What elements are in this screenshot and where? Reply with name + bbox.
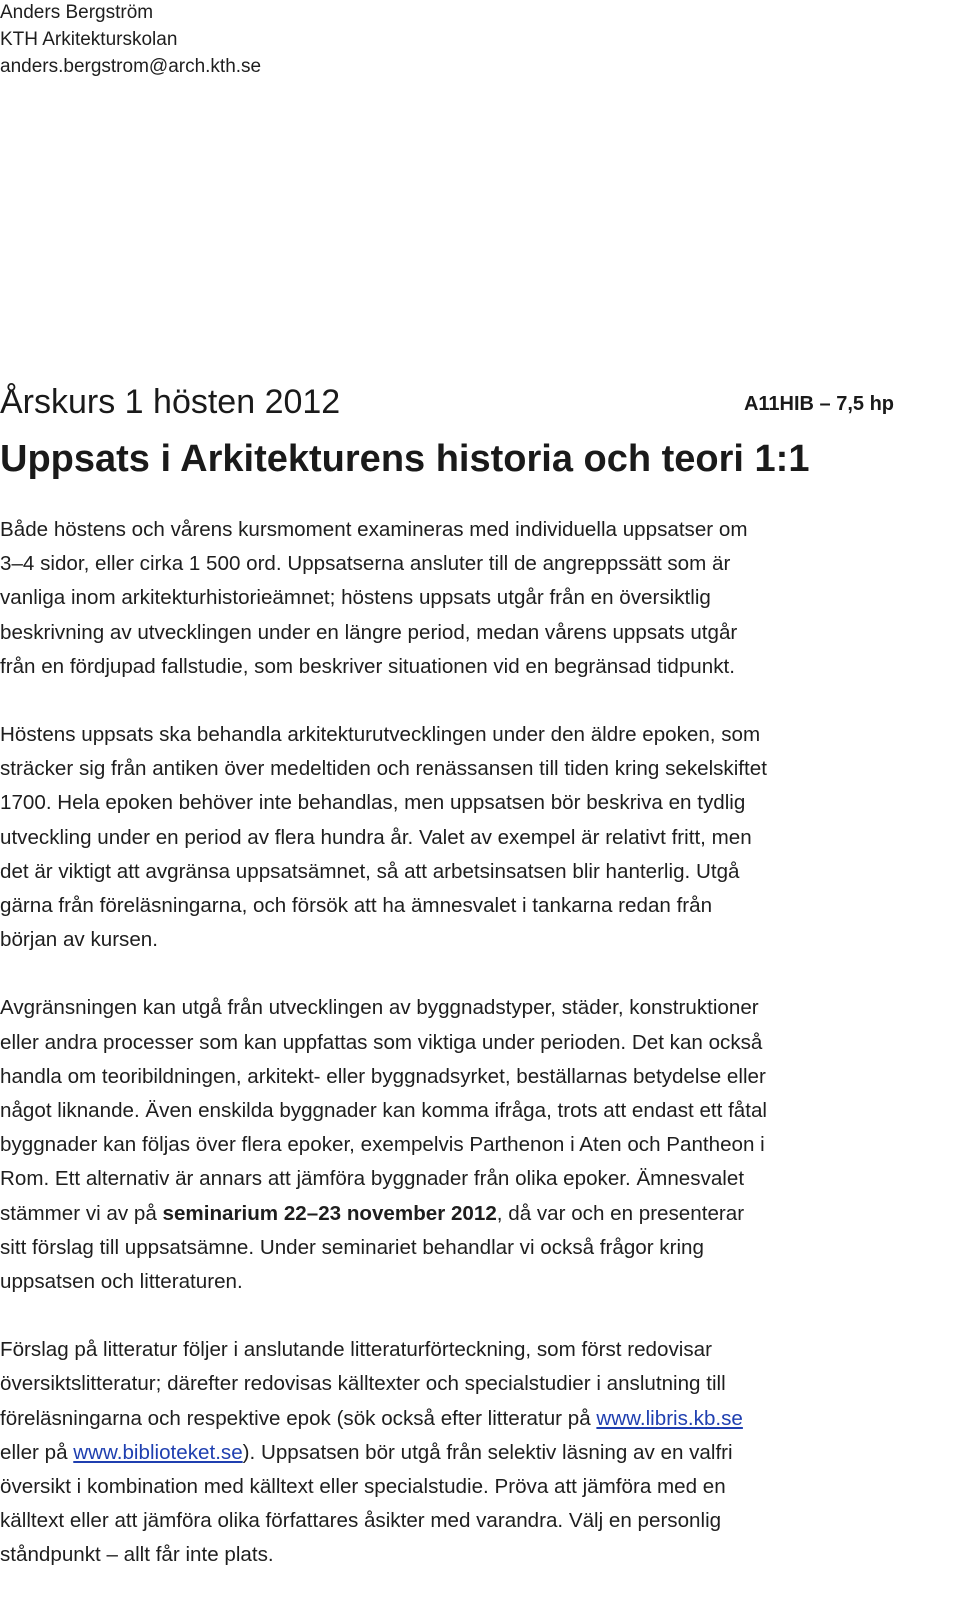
text-line: eller andra processer som kan uppfattas som viktiga under perioden. Det kan också	[0, 1030, 763, 1054]
text-line: utveckling under en period av flera hundra år. Valet av exempel är relativt fritt, men	[0, 825, 752, 849]
text-line: Både höstens och vårens kursmoment examineras med individuella uppsatser om	[0, 518, 748, 541]
text-line: Förslag på litteratur följer i anslutande litteraturförteckning, som först redovisar	[0, 1338, 712, 1362]
author-block	[0, 0, 261, 80]
text-line: ståndpunkt – allt får inte plats.	[0, 1543, 274, 1567]
text-line: sträcker sig från antiken över medeltiden och renässansen till tiden kring sekelskiftet	[0, 757, 767, 781]
course-code: A11HIB – 7,5 hp	[743, 393, 894, 415]
text-line: Höstens uppsats ska behandla arkitekturutvecklingen under den äldre epoken, som	[0, 723, 761, 747]
text-line: början av kursen.	[0, 928, 158, 952]
document-body	[0, 513, 934, 1607]
document-title: Uppsats i Arkitekturens historia och teori 1:1	[0, 438, 810, 480]
paragraph-autumn-essay	[0, 718, 934, 957]
text-line: 1700. Hela epoken behöver inte behandlas, men uppsatsen bör beskriva en tydlig	[0, 791, 746, 815]
text-line: gärna från föreläsningarna, och försök att ha ämnesvalet i tankarna redan från	[0, 894, 713, 918]
text-line: källtext eller att jämföra olika författares åsikter med varandra. Välj en personlig	[0, 1509, 722, 1533]
text-line: något liknande. Även enskilda byggnader kan komma ifråga, trots att endast ett fåtal	[0, 1099, 768, 1123]
author-email: anders.bergstrom@arch.kth.se	[0, 56, 262, 77]
author-name: Anders Bergström	[0, 2, 154, 23]
text-line: sitt förslag till uppsatsämne. Under seminariet behandlar vi också frågor kring	[0, 1235, 704, 1259]
biblioteket-prefix: eller på	[0, 1440, 74, 1464]
text-line: uppsatsen och litteraturen.	[0, 1270, 243, 1294]
paragraph-delimitation	[0, 991, 934, 1299]
text-line-seminar	[0, 1197, 934, 1231]
libris-link[interactable]: www.libris.kb.se	[596, 1406, 743, 1430]
text-line: Rom. Ett alternativ är annars att jämföra byggnader från olika epoker. Ämnesvalet	[0, 1167, 745, 1191]
seminar-prefix: stämmer vi av på	[0, 1201, 163, 1225]
course-year-heading: Årskurs 1 hösten 2012	[0, 383, 341, 421]
text-line: handla om teoribildningen, arkitekt- eller byggnadsyrket, beställarnas betydelse eller	[0, 1064, 766, 1088]
text-line: vanliga inom arkitekturhistorieämnet; höstens uppsats utgår från en översiktlig	[0, 586, 711, 610]
biblioteket-link[interactable]: www.biblioteket.se	[73, 1440, 243, 1464]
text-line: översiktslitteratur; därefter redovisas källtexter och specialstudier i anslutning till	[0, 1372, 726, 1396]
text-line: byggnader kan följas över flera epoker, exempelvis Parthenon i Aten och Pantheon i	[0, 1133, 765, 1157]
text-line-libris	[0, 1402, 934, 1436]
text-line: det är viktigt att avgränsa uppsatsämnet, så att arbetsinsatsen blir hanterlig. Utgå	[0, 859, 740, 883]
author-institution: KTH Arkitekturskolan	[0, 29, 178, 50]
text-line: 3–4 sidor, eller cirka 1 500 ord. Uppsatserna ansluter till de angreppssätt som är	[0, 552, 731, 576]
paragraph-literature	[0, 1333, 934, 1572]
text-line: från en fördjupad fallstudie, som beskriver situationen vid en begränsad tidpunkt.	[0, 654, 735, 678]
seminar-date: seminarium 22–23 november 2012	[162, 1201, 497, 1225]
course-line	[0, 380, 900, 430]
text-line: beskrivning av utvecklingen under en längre period, medan vårens uppsats utgår	[0, 620, 738, 644]
paragraph-examination	[0, 513, 934, 684]
biblioteket-suffix: ). Uppsatsen bör utgå från selektiv läsning av en valfri	[242, 1440, 733, 1464]
text-line: översikt i kombination med källtext eller specialstudie. Pröva att jämföra med en	[0, 1475, 726, 1499]
libris-prefix: föreläsningarna och respektive epok (sök också efter litteratur på	[0, 1406, 597, 1430]
text-line-biblioteket	[0, 1436, 934, 1470]
text-line: Avgränsningen kan utgå från utvecklingen av byggnadstyper, städer, konstruktioner	[0, 996, 759, 1020]
seminar-suffix: , då var och en presenterar	[496, 1201, 745, 1225]
